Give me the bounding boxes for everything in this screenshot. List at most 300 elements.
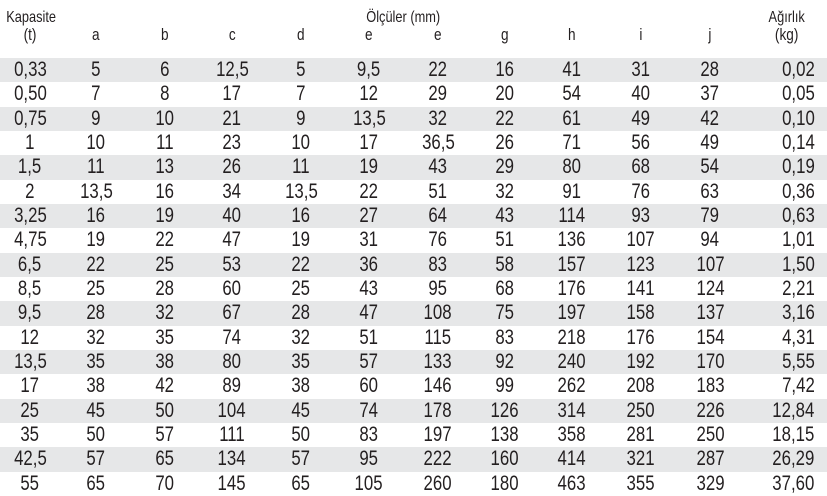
dimension-cell — [132, 374, 198, 398]
table-row — [0, 350, 827, 374]
cell-value: 29 — [428, 82, 448, 106]
dimensions-header — [60, 0, 746, 26]
dimension-cell — [608, 374, 674, 398]
dimension-cell — [536, 204, 608, 228]
cell-value: 32 — [155, 301, 175, 325]
cell-value: 16 — [155, 179, 175, 203]
cell-value: 321 — [626, 447, 656, 471]
cell-value: 19 — [359, 155, 379, 179]
dimension-cell — [402, 228, 474, 252]
dimension-cell — [266, 155, 336, 179]
capacity-unit: (t) — [23, 25, 37, 44]
cell-value: 94 — [700, 228, 720, 252]
cell-value: 160 — [490, 447, 520, 471]
cell-value: 26 — [495, 131, 515, 155]
dimension-cell — [60, 58, 132, 82]
capacity-cell — [0, 423, 60, 447]
dimension-cell — [266, 399, 336, 423]
weight-cell — [746, 58, 827, 82]
cell-value: 176 — [626, 325, 656, 349]
cell-value: 414 — [557, 447, 587, 471]
cell-value: 17 — [359, 131, 379, 155]
cell-value: 49 — [631, 106, 651, 130]
cell-value: 18,15 — [771, 423, 814, 447]
dimension-cell — [198, 350, 266, 374]
dimension-cell — [536, 447, 608, 471]
dimension-cell — [402, 58, 474, 82]
dimension-cell — [336, 447, 402, 471]
column-header — [536, 26, 608, 58]
table-row — [0, 107, 827, 131]
cell-value: 8 — [160, 82, 170, 106]
cell-value: 26,29 — [771, 447, 814, 471]
cell-value: 49 — [700, 131, 720, 155]
cell-value: 0,02 — [782, 58, 816, 82]
cell-value: 138 — [490, 423, 520, 447]
dimension-cell — [402, 423, 474, 447]
column-header — [402, 26, 474, 58]
cell-value: 170 — [696, 350, 725, 374]
dimension-cell — [674, 131, 746, 155]
dimension-cell — [402, 277, 474, 301]
dimension-cell — [608, 350, 674, 374]
dimension-cell — [132, 472, 198, 496]
dimension-cell — [60, 326, 132, 350]
cell-value: 16 — [291, 204, 311, 228]
weight-header — [746, 0, 827, 26]
cell-value: 51 — [428, 179, 448, 203]
cell-value: 3,16 — [782, 301, 816, 325]
capacity-cell — [0, 374, 60, 398]
dimension-cell — [336, 253, 402, 277]
dimension-cell — [674, 423, 746, 447]
cell-value: 76 — [631, 179, 651, 203]
table-row — [0, 155, 827, 179]
cell-value: 40 — [222, 204, 242, 228]
cell-value: 22 — [428, 58, 448, 82]
cell-value: 43 — [359, 277, 379, 301]
cell-value: 13 — [155, 155, 175, 179]
cell-value: 19 — [291, 228, 311, 252]
capacity-cell — [0, 180, 60, 204]
column-header-label: e — [434, 25, 442, 44]
cell-value: 45 — [86, 398, 106, 422]
dimension-cell — [674, 277, 746, 301]
dimension-cell — [60, 228, 132, 252]
dimension-cell — [336, 131, 402, 155]
dimension-cell — [266, 277, 336, 301]
cell-value: 7 — [91, 82, 101, 106]
cell-value: 22 — [86, 252, 106, 276]
dimension-cell — [674, 180, 746, 204]
cell-value: 22 — [155, 228, 175, 252]
dimension-cell — [132, 277, 198, 301]
weight-cell — [746, 155, 827, 179]
weight-cell — [746, 253, 827, 277]
dimension-cell — [60, 277, 132, 301]
cell-value: 37,60 — [771, 471, 814, 495]
cell-value: 0,10 — [782, 106, 816, 130]
capacity-cell — [0, 155, 60, 179]
cell-value: 0,63 — [782, 204, 816, 228]
cell-value: 157 — [557, 252, 587, 276]
cell-value: 9 — [91, 106, 101, 130]
column-header — [198, 26, 266, 58]
cell-value: 42 — [700, 106, 720, 130]
cell-value: 35 — [86, 350, 106, 374]
dimension-cell — [60, 301, 132, 325]
dimension-cell — [60, 155, 132, 179]
dimension-cell — [132, 155, 198, 179]
weight-cell — [746, 472, 827, 496]
cell-value: 41 — [562, 58, 582, 82]
dimension-cell — [336, 301, 402, 325]
cell-value: 13,5 — [13, 350, 47, 374]
dimension-cell — [608, 58, 674, 82]
column-header-label: c — [228, 25, 236, 44]
cell-value: 123 — [626, 252, 656, 276]
cell-value: 111 — [219, 423, 245, 447]
table-row — [0, 423, 827, 447]
dimension-cell — [60, 204, 132, 228]
dimension-cell — [132, 228, 198, 252]
cell-value: 7 — [296, 82, 306, 106]
column-header-label: i — [639, 25, 643, 44]
cell-value: 57 — [86, 447, 106, 471]
dimension-cell — [536, 350, 608, 374]
cell-value: 145 — [217, 471, 247, 495]
dimension-cell — [674, 58, 746, 82]
cell-value: 146 — [423, 374, 453, 398]
table-row — [0, 472, 827, 496]
dimension-cell — [266, 301, 336, 325]
dimension-cell — [336, 399, 402, 423]
column-header — [608, 26, 674, 58]
cell-value: 68 — [631, 155, 651, 179]
cell-value: 43 — [428, 155, 448, 179]
cell-value: 108 — [423, 301, 453, 325]
capacity-cell — [0, 350, 60, 374]
cell-value: 31 — [359, 228, 379, 252]
dimension-cell — [266, 58, 336, 82]
cell-value: 260 — [423, 471, 453, 495]
dimension-cell — [608, 423, 674, 447]
dimension-cell — [536, 277, 608, 301]
dimension-cell — [266, 326, 336, 350]
dimension-cell — [536, 326, 608, 350]
dimension-cell — [266, 204, 336, 228]
cell-value: 355 — [626, 471, 656, 495]
dimension-cell — [336, 58, 402, 82]
cell-value: 9,5 — [18, 301, 42, 325]
cell-value: 0,50 — [13, 82, 47, 106]
dimension-cell — [266, 374, 336, 398]
dimension-cell — [536, 374, 608, 398]
table-row — [0, 204, 827, 228]
cell-value: 68 — [495, 277, 515, 301]
dimension-cell — [674, 204, 746, 228]
capacity-cell — [0, 204, 60, 228]
cell-value: 54 — [562, 82, 582, 106]
cell-value: 64 — [428, 204, 448, 228]
cell-value: 240 — [557, 350, 587, 374]
column-header-label: g — [501, 25, 509, 44]
dimension-cell — [336, 277, 402, 301]
capacity-cell — [0, 301, 60, 325]
column-header-label: h — [568, 25, 576, 44]
dimension-cell — [60, 423, 132, 447]
dimension-cell — [198, 107, 266, 131]
cell-value: 2,21 — [782, 277, 816, 301]
dimension-cell — [132, 326, 198, 350]
dimension-cell — [336, 374, 402, 398]
capacity-cell — [0, 82, 60, 106]
cell-value: 75 — [495, 301, 515, 325]
weight-cell — [746, 131, 827, 155]
dimension-cell — [608, 228, 674, 252]
column-header-label: b — [161, 25, 169, 44]
cell-value: 61 — [562, 106, 582, 130]
cell-value: 32 — [495, 179, 515, 203]
cell-value: 25 — [86, 277, 106, 301]
capacity-cell — [0, 228, 60, 252]
dimension-cell — [674, 350, 746, 374]
dimension-cell — [198, 447, 266, 471]
cell-value: 0,19 — [782, 155, 816, 179]
cell-value: 95 — [359, 447, 379, 471]
table-row — [0, 277, 827, 301]
dimension-cell — [674, 326, 746, 350]
cell-value: 358 — [557, 423, 587, 447]
cell-value: 27 — [359, 204, 379, 228]
cell-value: 57 — [155, 423, 175, 447]
column-header — [474, 26, 536, 58]
cell-value: 250 — [696, 423, 725, 447]
cell-value: 141 — [626, 277, 656, 301]
cell-value: 38 — [291, 374, 311, 398]
dimension-cell — [266, 107, 336, 131]
dimension-cell — [198, 301, 266, 325]
dimension-cell — [536, 301, 608, 325]
cell-value: 12 — [20, 325, 40, 349]
cell-value: 53 — [222, 252, 242, 276]
dimensions-label: Ölçüler (mm) — [366, 9, 441, 26]
dimension-cell — [266, 253, 336, 277]
cell-value: 19 — [86, 228, 106, 252]
cell-value: 65 — [155, 447, 175, 471]
dimension-cell — [198, 180, 266, 204]
cell-value: 136 — [557, 228, 587, 252]
cell-value: 20 — [495, 82, 515, 106]
cell-value: 5,55 — [782, 350, 816, 374]
dimension-cell — [474, 447, 536, 471]
dimension-cell — [608, 472, 674, 496]
cell-value: 192 — [626, 350, 656, 374]
cell-value: 178 — [423, 398, 453, 422]
dimension-cell — [608, 277, 674, 301]
dimension-cell — [266, 228, 336, 252]
dimension-cell — [474, 155, 536, 179]
weight-cell — [746, 301, 827, 325]
cell-value: 23 — [222, 131, 242, 155]
cell-value: 32 — [86, 325, 106, 349]
cell-value: 6,5 — [18, 252, 42, 276]
dimension-cell — [536, 58, 608, 82]
cell-value: 40 — [631, 82, 651, 106]
dimension-cell — [198, 399, 266, 423]
cell-value: 60 — [359, 374, 379, 398]
cell-value: 12,84 — [771, 398, 814, 422]
column-header-label: d — [297, 25, 305, 44]
dimension-cell — [402, 131, 474, 155]
cell-value: 107 — [626, 228, 656, 252]
table-row — [0, 301, 827, 325]
table-body — [0, 58, 827, 496]
cell-value: 29 — [495, 155, 515, 179]
dimension-cell — [402, 447, 474, 471]
cell-value: 50 — [291, 423, 311, 447]
dimension-cell — [674, 472, 746, 496]
cell-value: 0,75 — [13, 106, 47, 130]
cell-value: 99 — [495, 374, 515, 398]
dimension-cell — [266, 447, 336, 471]
cell-value: 50 — [86, 423, 106, 447]
cell-value: 43 — [495, 204, 515, 228]
cell-value: 16 — [495, 58, 515, 82]
cell-value: 47 — [359, 301, 379, 325]
dimension-cell — [402, 350, 474, 374]
cell-value: 37 — [700, 82, 720, 106]
dimension-cell — [674, 82, 746, 106]
dimension-cell — [474, 472, 536, 496]
cell-value: 38 — [155, 350, 175, 374]
cell-value: 137 — [696, 301, 725, 325]
cell-value: 197 — [557, 301, 587, 325]
cell-value: 47 — [222, 228, 242, 252]
weight-cell — [746, 228, 827, 252]
table-row — [0, 58, 827, 82]
capacity-cell — [0, 447, 60, 471]
dimension-cell — [674, 253, 746, 277]
capacity-cell — [0, 58, 60, 82]
capacity-cell — [0, 277, 60, 301]
dimension-cell — [60, 180, 132, 204]
cell-value: 17 — [20, 374, 40, 398]
dimension-cell — [266, 82, 336, 106]
weight-cell — [746, 82, 827, 106]
dimension-cell — [198, 253, 266, 277]
dimension-cell — [266, 472, 336, 496]
dimension-cell — [198, 326, 266, 350]
dimension-cell — [336, 423, 402, 447]
cell-value: 154 — [696, 325, 725, 349]
dimension-cell — [536, 131, 608, 155]
cell-value: 22 — [291, 252, 311, 276]
cell-value: 287 — [696, 447, 725, 471]
cell-value: 57 — [291, 447, 311, 471]
dimension-cell — [198, 82, 266, 106]
cell-value: 12 — [359, 82, 379, 106]
dimension-cell — [536, 399, 608, 423]
cell-value: 83 — [495, 325, 515, 349]
weight-unit: (kg) — [774, 25, 799, 44]
cell-value: 63 — [700, 179, 720, 203]
cell-value: 11 — [156, 131, 174, 155]
cell-value: 463 — [557, 471, 587, 495]
dimension-cell — [336, 107, 402, 131]
cell-value: 11 — [87, 155, 105, 179]
cell-value: 50 — [155, 398, 175, 422]
cell-value: 115 — [424, 325, 452, 349]
cell-value: 74 — [222, 325, 242, 349]
table-row — [0, 180, 827, 204]
weight-cell — [746, 399, 827, 423]
table-row — [0, 447, 827, 471]
dimension-cell — [132, 399, 198, 423]
capacity-unit-cell — [0, 26, 60, 58]
dimension-cell — [608, 326, 674, 350]
dimension-cell — [60, 82, 132, 106]
dimension-cell — [608, 180, 674, 204]
cell-value: 74 — [359, 398, 379, 422]
dimension-cell — [336, 155, 402, 179]
cell-value: 0,36 — [782, 179, 816, 203]
dimension-cell — [402, 472, 474, 496]
cell-value: 35 — [155, 325, 175, 349]
dimension-cell — [132, 423, 198, 447]
cell-value: 11 — [292, 155, 310, 179]
dimension-cell — [402, 326, 474, 350]
dimension-cell — [60, 399, 132, 423]
dimension-cell — [608, 447, 674, 471]
dimension-cell — [474, 399, 536, 423]
weight-cell — [746, 326, 827, 350]
dimension-cell — [536, 155, 608, 179]
cell-value: 65 — [86, 471, 106, 495]
dimension-cell — [536, 423, 608, 447]
dimension-cell — [266, 350, 336, 374]
cell-value: 2 — [25, 179, 35, 203]
column-header — [674, 26, 746, 58]
cell-value: 32 — [291, 325, 311, 349]
dimension-cell — [132, 253, 198, 277]
cell-value: 9,5 — [357, 58, 381, 82]
dimension-cell — [474, 204, 536, 228]
cell-value: 262 — [557, 374, 587, 398]
weight-label: Ağırlık — [768, 9, 805, 26]
cell-value: 107 — [696, 252, 725, 276]
cell-value: 42,5 — [13, 447, 47, 471]
dimension-cell — [198, 155, 266, 179]
dimension-cell — [674, 228, 746, 252]
dimension-cell — [198, 228, 266, 252]
dimension-cell — [674, 155, 746, 179]
column-header-label: e — [365, 25, 373, 44]
cell-value: 4,75 — [13, 228, 47, 252]
cell-value: 28 — [700, 58, 720, 82]
table-row — [0, 228, 827, 252]
cell-value: 13,5 — [79, 179, 113, 203]
cell-value: 65 — [291, 471, 311, 495]
dimension-cell — [536, 253, 608, 277]
dimension-cell — [674, 374, 746, 398]
cell-value: 80 — [222, 350, 242, 374]
cell-value: 95 — [428, 277, 448, 301]
dimension-cell — [402, 82, 474, 106]
cell-value: 25 — [291, 277, 311, 301]
cell-value: 26 — [222, 155, 242, 179]
cell-value: 180 — [490, 471, 520, 495]
